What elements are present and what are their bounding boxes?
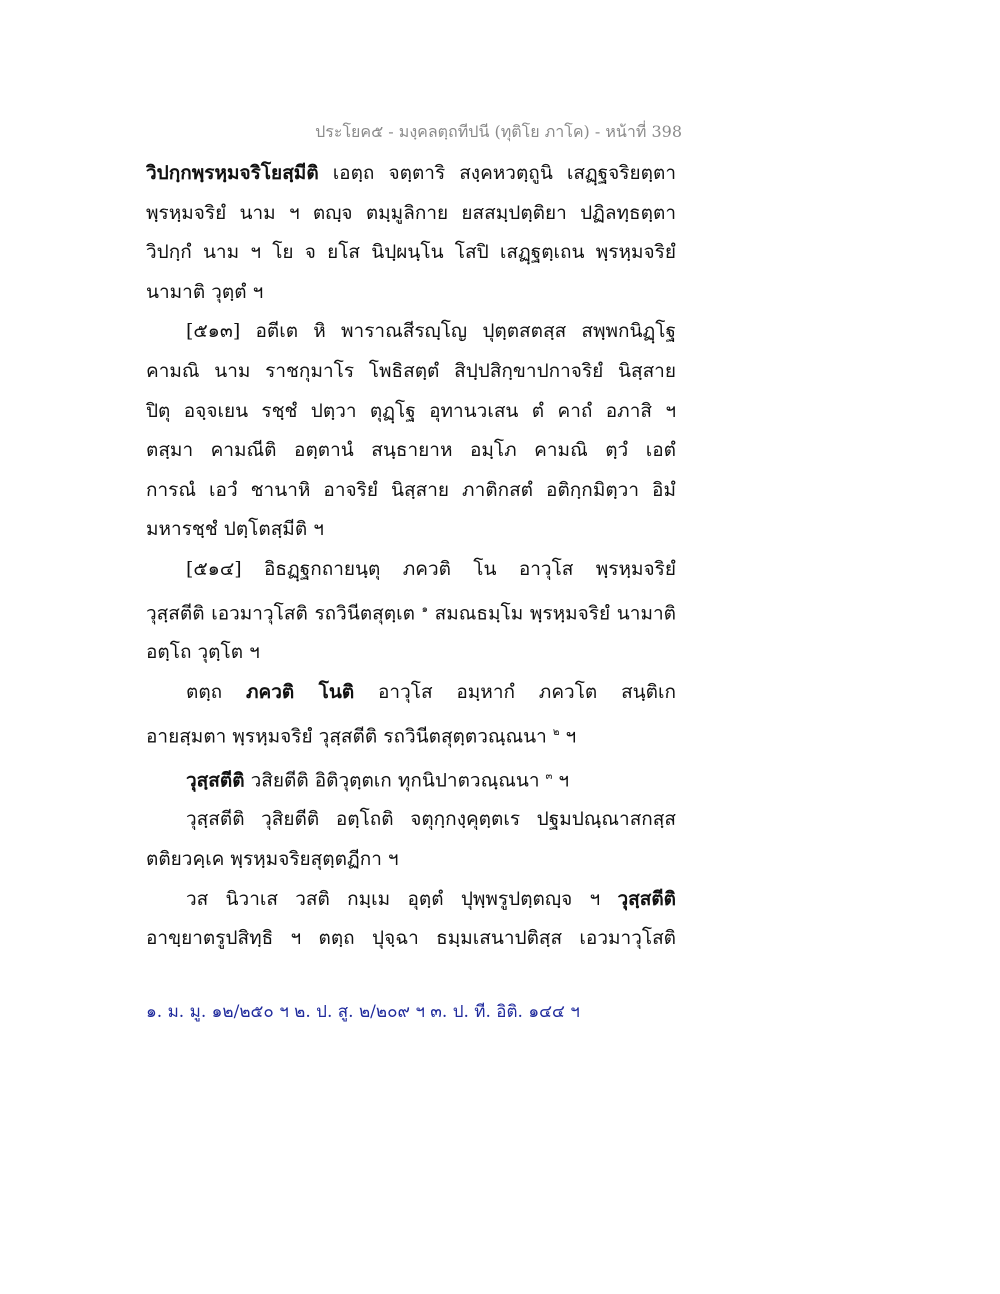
text-line: วุสฺสตีติ วสิยตีติ อิติวุตฺตเก ทุกนิปาตวณฺณนา $^๓$ ฯ (186, 768, 570, 791)
footnote-ref: ๒ (552, 726, 560, 738)
text-line: วส นิวาเส วสติ กมฺเม อุตฺตํ ปุพฺพรูปตฺตญฺจ ฯ วุสฺสตีติ (186, 887, 676, 910)
footnote-ref: ๑ (421, 603, 428, 615)
paragraph-5 (146, 757, 676, 801)
running-head: ประโยค๕ - มงฺคลตฺถทีปนี (ทุติโย ภาโค) - หน้าที่ 398 (315, 122, 682, 141)
text-line: วิปกฺกพฺรหฺมจริโยสฺมีติ เอตฺถ จตฺตาริ สงฺคหวตฺถูนิ เสฏฺฐจริยตฺตา (146, 162, 676, 184)
footnote-ref: ๓ (545, 770, 553, 782)
footnotes: ๑. ม. มู. ๑๒/๒๕๐ ฯ ๒. ป. สู. ๒/๒๐๙ ฯ ๓. ป. ที. อิติ. ๑๔๔ ฯ (146, 1002, 580, 1022)
text-line: นามาติ วุตฺตํ ฯ (146, 280, 264, 303)
text-line: วุสฺสตีติ เอวมาวุโสติ รถวินีตสุตฺเต $^๑$ สมณธมฺโม พฺรหฺมจริยํ นามาติ (146, 601, 676, 624)
text-line: วุสฺสตีติ วุสิยตีติ อตฺโถติ จตุกฺกงฺคุตฺตเร ปฐมปณฺณาสกสฺส (186, 808, 676, 831)
text-line: อตฺโถ วุตฺโต ฯ (146, 641, 260, 664)
text-line: [๕๑๓] อตีเต หิ พาราณสีรญฺโญ ปุตฺตสตสฺส สพฺพกนิฏฺโฐ (186, 320, 676, 343)
paragraph-4 (146, 673, 676, 757)
text-line: มหารชฺชํ ปตฺโตสฺมีติ ฯ (146, 518, 324, 541)
text-line: การณํ เอวํ ชานาหิ อาจริยํ นิสฺสาย ภาติกสตํ อติกฺกมิตฺวา อิมํ (146, 478, 676, 501)
text-line: อาขฺยาตรูปสิทฺธิ ฯ ตตฺถ ปุจฺฉา ธมฺมเสนาปติสฺส เอวมาวุโสติ (146, 927, 676, 950)
bold-term: วุสฺสตีติ (186, 768, 245, 791)
paragraph-2 (146, 312, 676, 550)
text-line: พฺรหฺมจริยํ นาม ฯ ตญฺจ ตมฺมูลิกาย ยสสมฺปตฺติยา ปฏิลทฺธตฺตา (146, 201, 676, 224)
paragraph-7 (146, 880, 676, 959)
paragraph-1 (146, 154, 676, 312)
text-line: คามณิ นาม ราชกุมาโร โพธิสตฺตํ สิปฺปสิกฺขาปกาจริยํ นิสฺสาย (146, 359, 676, 382)
bold-term: วิปกฺกพฺรหฺมจริโยสฺมีติ (146, 162, 319, 184)
paragraph-6 (146, 800, 676, 879)
text-line: [๕๑๔] อิธฏฺฐกถายนฺตุ ภควติ โน อาวุโส พฺรหฺมจริยํ (186, 557, 676, 580)
text-line: ตตฺถ ภควติ โนติ อาวุโส อมฺหากํ ภควโต สนฺติเก (186, 681, 676, 704)
text-line: ตสฺมา คามณีติ อตฺตานํ สนฺธายาห อมฺโภ คามณิ ตฺวํ เอตํ (146, 439, 676, 462)
text-line: วิปกฺกํ นาม ฯ โย จ ยโส นิปฺผนฺโน โสปิ เสฏฺฐตฺเถน พฺรหฺมจริยํ (146, 241, 676, 264)
text-line: ปิตุ อจฺจเยน รชฺชํ ปตฺวา ตุฏฺโฐ อุทานวเสน ตํ คาถํ อภาสิ ฯ (146, 399, 676, 422)
text-line: อายสฺมตา พฺรหฺมจริยํ วุสฺสตีติ รถวินีตสุตฺตวณฺณนา $^๒$ ฯ (146, 724, 577, 747)
paragraph-3 (146, 550, 676, 673)
bold-term: วุสฺสตีติ (617, 887, 676, 910)
text-line: ตติยวคฺเค พฺรหฺมจริยสุตฺตฏีกา ฯ (146, 848, 399, 871)
body-text (146, 154, 676, 959)
bold-term: ภควติ โนติ (246, 681, 355, 704)
